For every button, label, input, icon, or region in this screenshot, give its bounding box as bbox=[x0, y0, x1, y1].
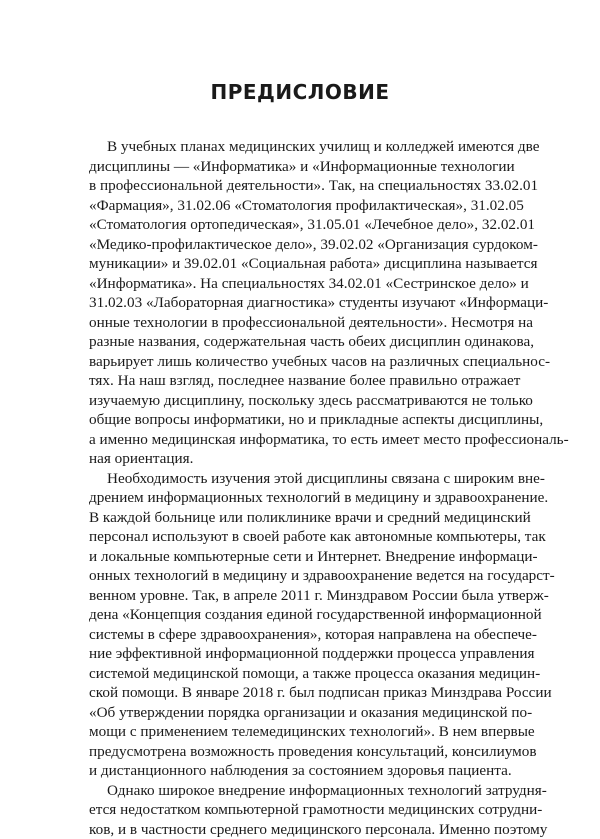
text-line: дисциплины — «Информатика» и «Информационные технологии bbox=[89, 157, 511, 177]
text-line: «Стоматология ортопедическая», 31.05.01 «Лечебное дело», 32.02.01 bbox=[89, 215, 511, 235]
text-line: 31.02.03 «Лабораторная диагностика» студенты изучают «Информаци- bbox=[89, 293, 511, 313]
text-line: «Фармация», 31.02.06 «Стоматология профилактическая», 31.02.05 bbox=[89, 196, 511, 216]
text-line: а именно медицинская информатика, то есть имеет место профессиональ- bbox=[89, 430, 511, 450]
text-line: «Медико-профилактическое дело», 39.02.02 «Организация сурдоком- bbox=[89, 235, 511, 255]
text-line: системы в сфере здравоохранения», которая направлена на обеспече- bbox=[89, 625, 511, 645]
text-line: мощи с применением телемедицинских технологий». В нем впервые bbox=[89, 722, 511, 742]
text-line: ние эффективной информационной поддержки процесса управления bbox=[89, 644, 511, 664]
text-line: ная ориентация. bbox=[89, 449, 511, 469]
text-line: Однако широкое внедрение информационных технологий затрудня- bbox=[89, 781, 511, 801]
text-line: В учебных планах медицинских училищ и колледжей имеются две bbox=[89, 137, 511, 157]
text-line: В каждой больнице или поликлинике врачи и средний медицинский bbox=[89, 508, 511, 528]
text-line: венном уровне. Так, в апреле 2011 г. Минздравом России была утверж- bbox=[89, 586, 511, 606]
text-line: и дистанционного наблюдения за состоянием здоровья пациента. bbox=[89, 761, 511, 781]
text-line: онных технологий в медицину и здравоохранение ведется на государст- bbox=[89, 566, 511, 586]
text-line: ков, и в частности среднего медицинского персонала. Именно поэтому bbox=[89, 820, 511, 839]
paragraph bbox=[89, 781, 511, 839]
text-line: тях. На наш взгляд, последнее название более правильно отражает bbox=[89, 371, 511, 391]
body-text bbox=[89, 137, 511, 839]
text-line: Необходимость изучения этой дисциплины связана с широким вне- bbox=[89, 469, 511, 489]
text-line: системой медицинской помощи, а также процесса оказания медицин- bbox=[89, 664, 511, 684]
text-line: дрением информационных технологий в медицину и здравоохранение. bbox=[89, 488, 511, 508]
text-line: ской помощи. В январе 2018 г. был подписан приказ Минздрава России bbox=[89, 683, 511, 703]
text-line: онные технологии в профессиональной деятельности». Несмотря на bbox=[89, 313, 511, 333]
text-line: «Об утверждении порядка организации и оказания медицинской по- bbox=[89, 703, 511, 723]
text-line: муникации» и 39.02.01 «Социальная работа» дисциплина называется bbox=[89, 254, 511, 274]
text-line: персонал используют в своей работе как автономные компьютеры, так bbox=[89, 527, 511, 547]
paragraph bbox=[89, 137, 511, 469]
text-line: ется недостатком компьютерной грамотности медицинских сотрудни- bbox=[89, 800, 511, 820]
text-line: в профессиональной деятельности». Так, на специальностях 33.02.01 bbox=[89, 176, 511, 196]
text-line: дена «Концепция создания единой государственной информационной bbox=[89, 605, 511, 625]
text-line: варьирует лишь количество учебных часов на различных специальнос- bbox=[89, 352, 511, 372]
page-title: ПРЕДИСЛОВИЕ bbox=[0, 80, 600, 104]
text-line: разные названия, содержательная часть обеих дисциплин одинакова, bbox=[89, 332, 511, 352]
text-line: предусмотрена возможность проведения консультаций, консилиумов bbox=[89, 742, 511, 762]
text-line: изучаемую дисциплину, поскольку здесь рассматриваются не только bbox=[89, 391, 511, 411]
text-line: и локальные компьютерные сети и Интернет. Внедрение информаци- bbox=[89, 547, 511, 567]
text-line: общие вопросы информатики, но и прикладные аспекты дисциплины, bbox=[89, 410, 511, 430]
paragraph bbox=[89, 469, 511, 781]
text-line: «Информатика». На специальностях 34.02.01 «Сестринское дело» и bbox=[89, 274, 511, 294]
